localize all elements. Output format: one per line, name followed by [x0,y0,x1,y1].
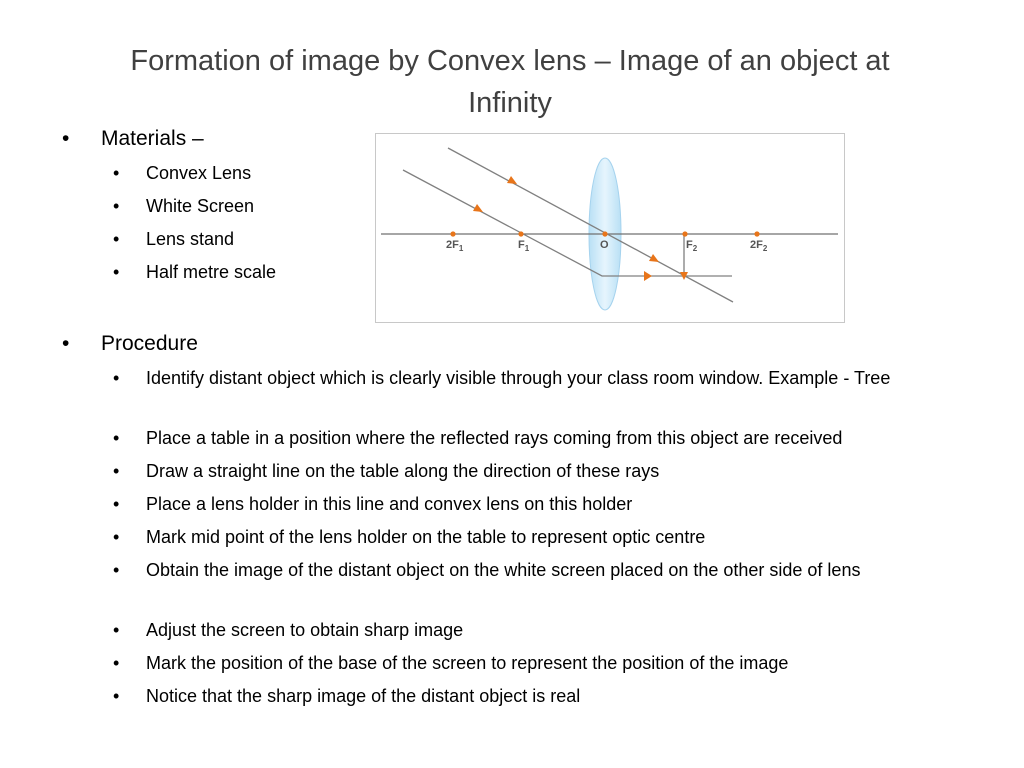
bullet: • [62,127,70,150]
bullet: • [113,196,120,216]
bullet: • [113,686,120,706]
point-2f2 [754,231,759,236]
bullet: • [113,461,120,481]
procedure-step-text: Draw a straight line on the table along the direction of these rays [146,461,660,481]
procedure-step [113,524,958,551]
procedure-step-text: Identify distant object which is clearly visible through your class room window. Example - Tree [146,368,891,388]
materials-heading-text: Materials – [101,127,204,150]
procedure-step-text: Mark mid point of the lens holder on the table to represent optic centre [146,527,706,547]
bullet: • [113,560,120,580]
label-f2: $F_2$ [686,239,698,253]
procedure-step-text: Place a table in a position where the reflected rays coming from this object are received [146,428,843,448]
procedure-step-text: Adjust the screen to obtain sharp image [146,620,464,640]
procedure-step-text: Notice that the sharp image of the distant object is real [146,686,581,706]
bullet: • [113,494,120,514]
point-f2 [682,231,687,236]
procedure-step-text: Mark the position of the base of the screen to represent the position of the image [146,653,789,673]
label-o: O [600,239,609,251]
bullet: • [113,368,120,388]
bullet: • [113,163,120,183]
bullet: • [113,428,120,448]
bullet: • [62,332,70,355]
procedure-step-text: Obtain the image of the distant object on the white screen placed on the other side of lens [146,560,861,580]
ray-through-focus [403,170,732,276]
bullet: • [113,527,120,547]
procedure-step [113,491,958,518]
procedure-heading-text: Procedure [101,332,198,355]
procedure-step-text: Place a lens holder in this line and convex lens on this holder [146,494,633,514]
point-o [602,231,607,236]
bullet: • [113,653,120,673]
point-f1 [518,231,523,236]
procedure-step [113,683,958,710]
bullet: • [113,229,120,249]
procedure-step [113,650,958,677]
label-2f1: $2F_1$ [446,239,464,253]
material-item-text: Convex Lens [146,163,252,183]
procedure-step [113,365,958,392]
ray-through-centre [448,148,733,302]
material-item-text: White Screen [146,196,255,216]
procedure-step [113,425,958,452]
bullet: • [113,620,120,640]
point-2f1 [450,231,455,236]
procedure-step [113,617,958,644]
ray-diagram [375,133,845,323]
bullet: • [113,262,120,282]
label-2f2: $2F_2$ [750,239,768,253]
procedure-step [113,557,958,584]
ray-diagram-svg [376,134,844,322]
ray-arrow [644,271,652,281]
material-item-text: Lens stand [146,229,235,249]
slide-title: Formation of image by Convex lens – Image of an object at Infinity [130,45,890,119]
procedure-step [113,458,958,485]
label-f1: $F_1$ [518,239,530,253]
material-item-text: Half metre scale [146,262,277,282]
